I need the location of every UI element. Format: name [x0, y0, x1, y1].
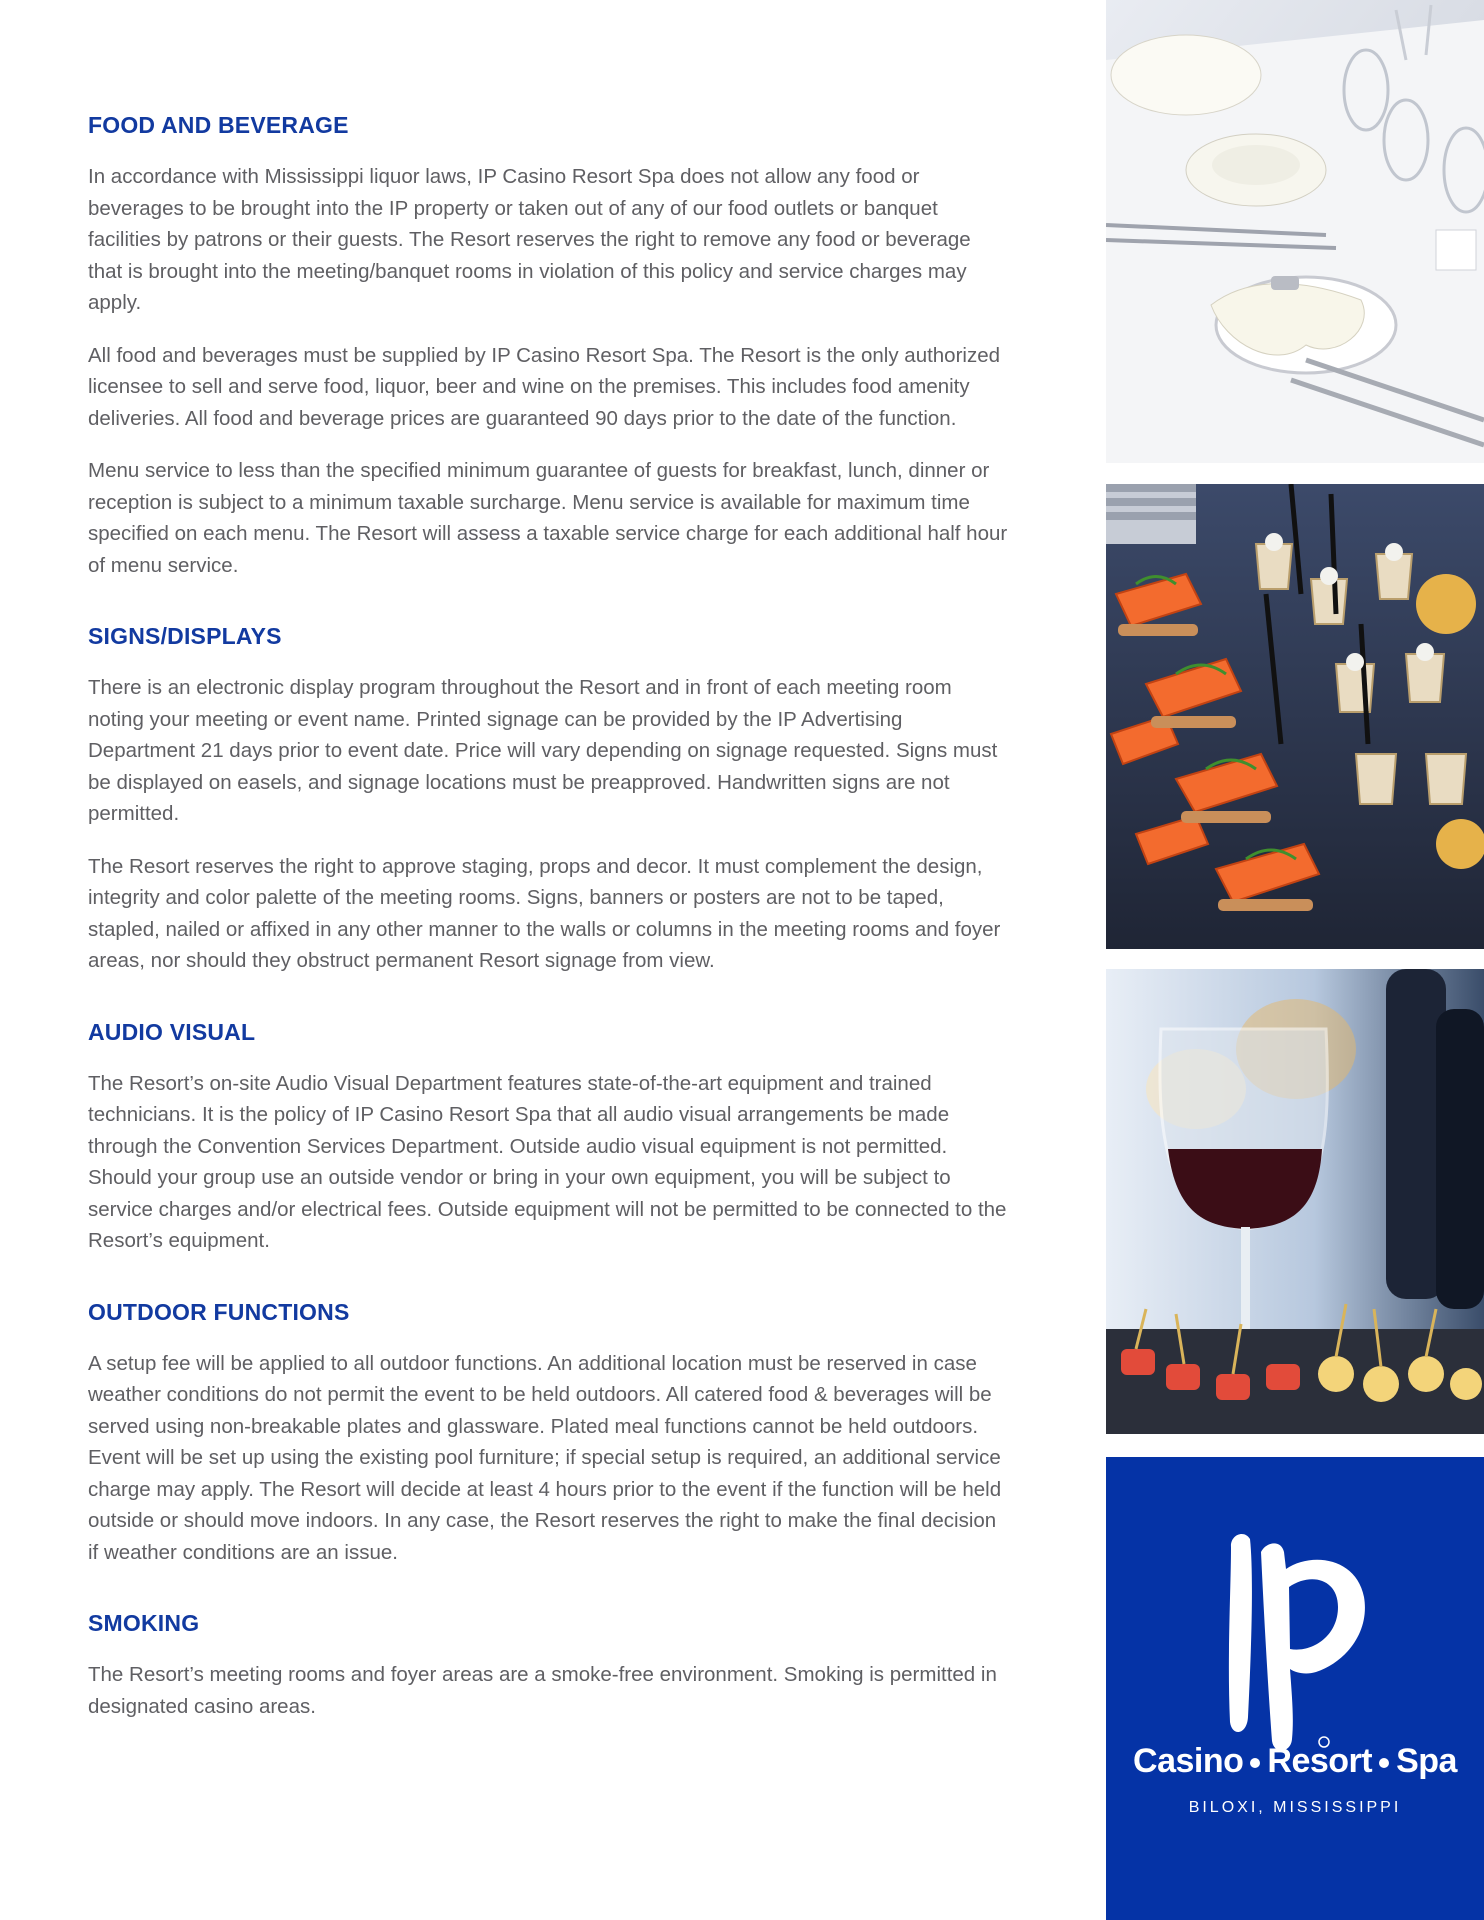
- ip-logo-mark: [1106, 1457, 1484, 1920]
- section-signs-displays: [88, 623, 1008, 977]
- section-outdoor-functions: [88, 1299, 1008, 1569]
- logo-location: BILOXI, MISSISSIPPI: [1188, 1799, 1402, 1816]
- section-title: AUDIO VISUAL: [88, 1018, 256, 1045]
- section-title: SIGNS/DISPLAYS: [88, 623, 282, 649]
- section-audio-visual: [88, 1019, 1008, 1257]
- section-title: SMOKING: [88, 1610, 200, 1636]
- paragraph: A setup fee will be applied to all outdoor functions. An additional location must be reserved in case weather conditions do not permit the event to be held outdoors. All catered food & beverages will be served using non-breakable plates and glassware. Plated meal functions cannot be held outdoors. Event will be set up using the existing pool furniture; if special setup is required, an additional service charge may apply. The Resort will decide at least 4 hours prior to the event if the function will be held outside or should move indoors. In any case, the Resort reserves the right to make the final decision if weather conditions are an issue.: [88, 1351, 1002, 1564]
- logo-word: Spa: [1396, 1742, 1457, 1780]
- paragraph: The Resort’s on-site Audio Visual Department features state-of-the-art equipment and trained technicians. It is the policy of IP Casino Resort Spa that all audio visual arrangements be made through the Convention Services Department. Outside audio visual equipment is not permitted. Should your group use an outside vendor or bring in your own equipment, you will be subject to service charges and/or electrical fees. Outside equipment will not be permitted to be connected to the Resort’s equipment.: [88, 1071, 1007, 1252]
- appetizers-photo: [1106, 484, 1484, 949]
- table-setting-photo: [1106, 0, 1484, 463]
- paragraph: There is an electronic display program throughout the Resort and in front of each meeting room noting your meeting or event name. Printed signage can be provided by the IP Advertising Department 21 days prior to event date. Price will vary depending on signage requested. Signs must be displayed on easels, and signage locations must be preapproved. Handwritten signs are not permitted.: [88, 676, 998, 825]
- policy-content: [88, 112, 1008, 1743]
- wine-glass-photo: [1106, 969, 1484, 1434]
- section-smoking: [88, 1610, 1008, 1722]
- logo-word: Resort: [1267, 1742, 1373, 1780]
- paragraph: The Resort’s meeting rooms and foyer areas are a smoke-free environment. Smoking is permitted in designated casino areas.: [88, 1663, 997, 1718]
- section-food-and-beverage: [88, 112, 1008, 581]
- paragraph: Menu service to less than the specified minimum guarantee of guests for breakfast, lunch, dinner or reception is subject to a minimum taxable surcharge. Menu service is available for maximum time specified on each menu. The Resort will assess a taxable service charge for each additional half hour of menu service.: [88, 459, 1008, 577]
- section-title: FOOD AND BEVERAGE: [88, 112, 349, 138]
- bullet-icon: [1379, 1758, 1389, 1768]
- ip-logo-panel: [1106, 1457, 1484, 1920]
- logo-wordmark: [1106, 1742, 1484, 1781]
- paragraph: The Resort reserves the right to approve staging, props and decor. It must complement the design, integrity and color palette of the meeting rooms. Signs, banners or posters are not to be taped, stapled, nailed or affixed in any other manner to the walls or columns in the meeting rooms and foyer areas, nor should they obstruct permanent Resort signage from view.: [88, 854, 1001, 972]
- paragraph: All food and beverages must be supplied by IP Casino Resort Spa. The Resort is the only authorized licensee to sell and serve food, liquor, beer and wine on the premises. This includes food amenity deliveries. All food and beverage prices are guaranteed 90 days prior to the date of the function.: [88, 343, 1001, 430]
- paragraph: In accordance with Mississippi liquor laws, IP Casino Resort Spa does not allow any food or beverages to be brought into the IP property or taken out of any of our food outlets or banquet facilities by patrons or their guests. The Resort reserves the right to remove any food or beverage that is brought into the meeting/banquet rooms in violation of this policy and service charges may apply.: [88, 165, 971, 314]
- logo-word: Casino: [1133, 1742, 1244, 1780]
- bullet-icon: [1250, 1758, 1260, 1768]
- section-title: OUTDOOR FUNCTIONS: [88, 1298, 350, 1325]
